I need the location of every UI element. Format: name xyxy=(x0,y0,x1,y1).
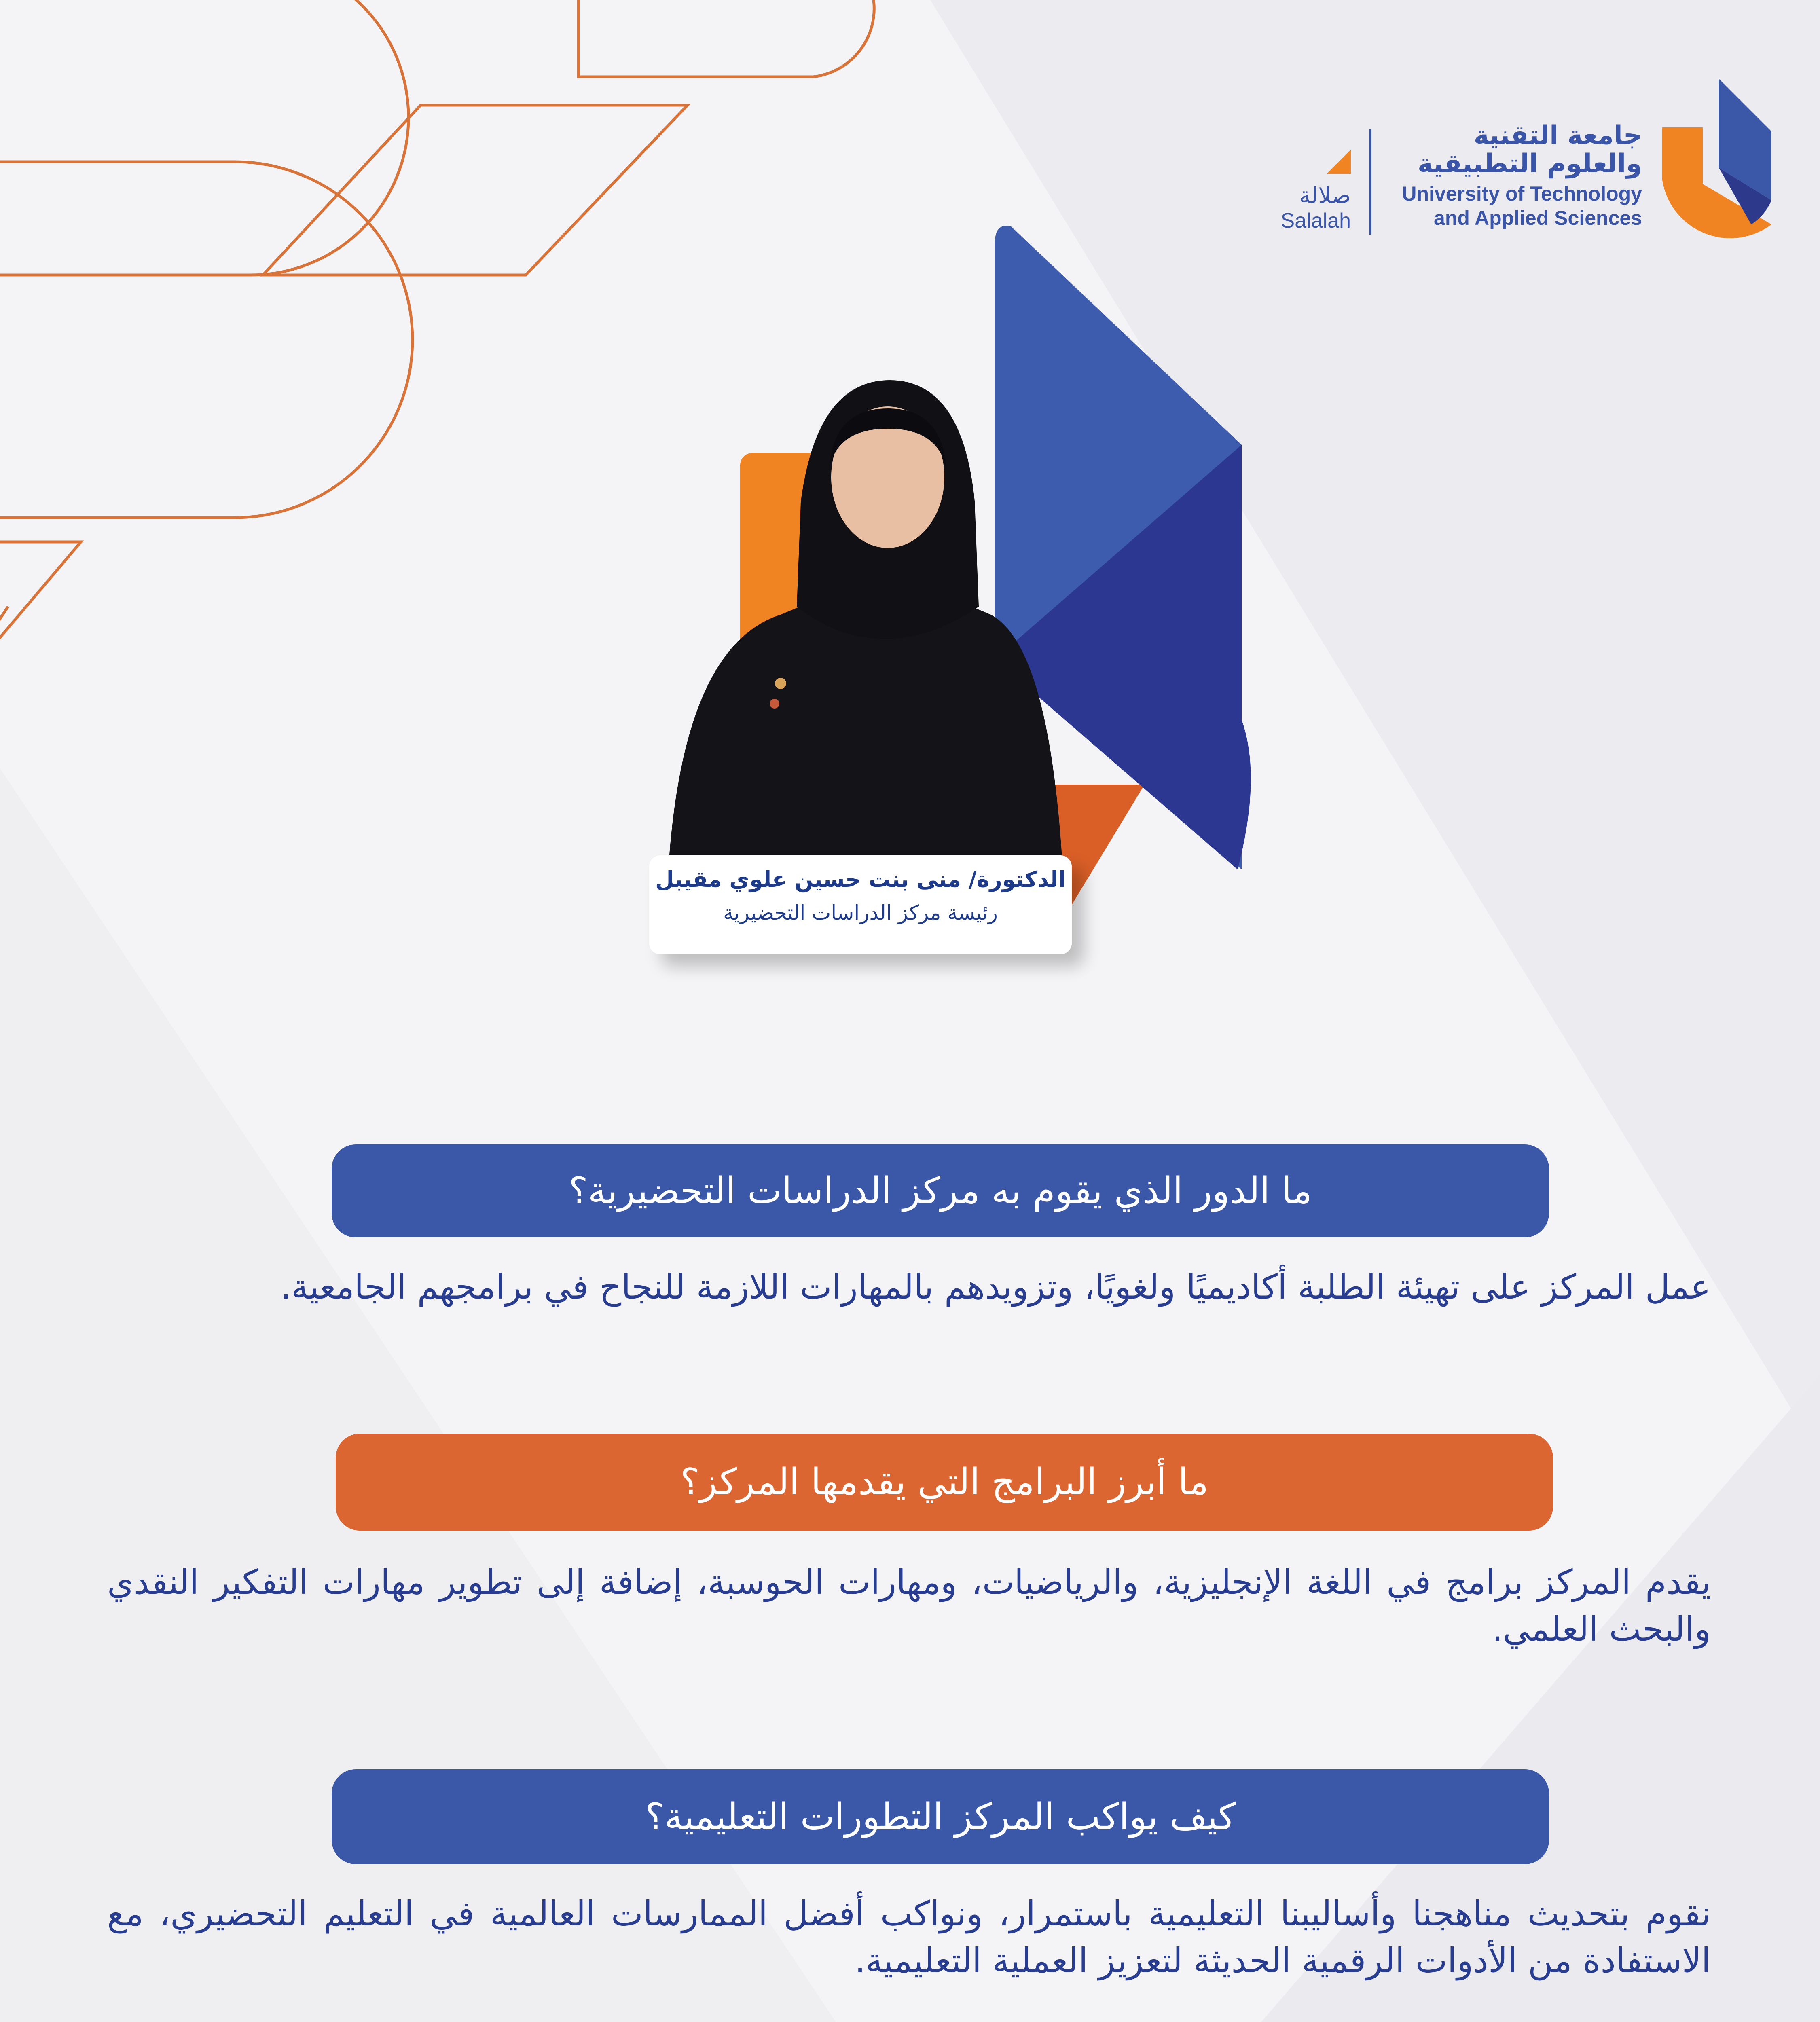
campus-triangle-icon xyxy=(1327,150,1351,174)
section-3-answer: نقوم بتحديث مناهجنا وأساليبنا التعليمية باستمرار، ونواكب أفضل الممارسات العالمية في التعليم التحضيري، مع الاستفادة من الأدوات الرقمية الحديثة لتعزيز العملية التعليمية. xyxy=(107,1894,1711,1980)
university-logo xyxy=(1658,79,1776,241)
profile-title: رئيسة مركز الدراسات التحضيرية xyxy=(723,901,998,924)
logo-name-en-line1: University of Technology xyxy=(1402,182,1642,205)
section-1-answer: عمل المركز على تهيئة الطلبة أكاديميًا ولغويًا، وتزويدهم بالمهارات اللازمة للنجاح في برامجهم الجامعية. xyxy=(280,1267,1711,1307)
logo-name-en-line2: and Applied Sciences xyxy=(1434,206,1642,229)
section-3-heading: كيف يواكب المركز التطورات التعليمية؟ xyxy=(332,1769,1549,1864)
profile-name: الدكتورة/ منى بنت حسين علوي مقيبل xyxy=(655,867,1066,892)
logo-name-ar-line1: جامعة التقنية xyxy=(1473,121,1642,150)
section-2-heading: ما أبرز البرامج التي يقدمها المركز؟ xyxy=(336,1434,1553,1531)
campus-name-en: Salalah xyxy=(1280,209,1351,233)
logo-name-ar-line2: والعلوم التطبيقية xyxy=(1418,149,1642,179)
logo-divider xyxy=(1369,129,1371,235)
campus-name-ar: صلالة xyxy=(1299,182,1351,208)
profile-name-card xyxy=(649,855,1072,954)
section-1-heading: ما الدور الذي يقوم به مركز الدراسات التحضيرية؟ xyxy=(332,1144,1549,1237)
section-2-answer: يقدم المركز برامج في اللغة الإنجليزية، والرياضيات، ومهارات الحوسبة، إضافة إلى تطوير مهارات التفكير النقدي والبحث العلمي. xyxy=(107,1562,1711,1649)
